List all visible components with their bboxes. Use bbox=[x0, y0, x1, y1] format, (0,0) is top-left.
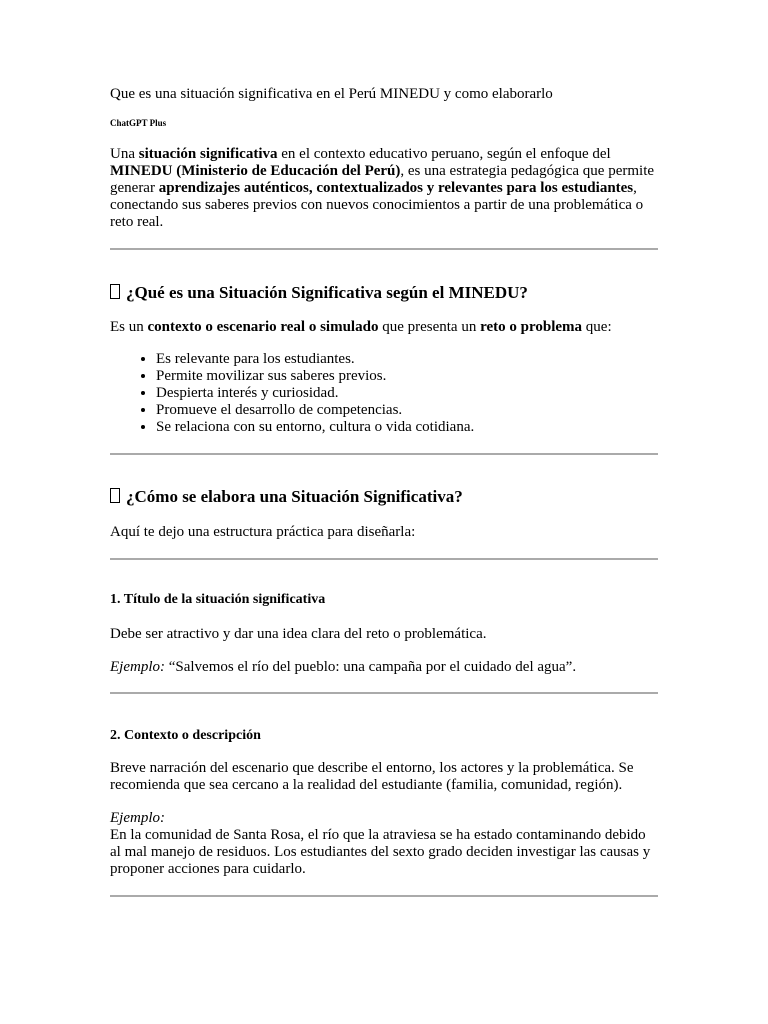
step1-example bbox=[110, 659, 658, 676]
section1-lead-text-2: que presenta un bbox=[378, 319, 481, 335]
section2-heading-text: ¿Cómo se elabora una Situación Significativa? bbox=[126, 487, 463, 506]
step1-heading: 1. Título de la situación significativa bbox=[110, 592, 326, 607]
section1-lead-bold-2: reto o problema bbox=[480, 319, 583, 335]
divider-5 bbox=[110, 895, 658, 897]
intro-text-1: Una bbox=[110, 146, 139, 162]
step2-example-text: En la comunidad de Santa Rosa, el río que la atraviesa se ha estado contaminando debido al mal manejo de residuos. Los estudiantes del sexto grado deciden investigar las causas y proponer acciones para cuidarlo. bbox=[110, 827, 651, 877]
divider-4 bbox=[110, 692, 658, 694]
step2-example-label: Ejemplo: bbox=[110, 810, 165, 826]
intro-bold-3: aprendizajes auténticos, contextualizados y relevantes para los estudiantes bbox=[158, 180, 634, 196]
step2-example bbox=[110, 810, 658, 878]
step2-text: Breve narración del escenario que describe el entorno, los actores y la problemática. Se recomienda que sea cercano a la realidad del estudiante (familia, comunidad, región). bbox=[110, 760, 634, 793]
list-item: • Se relaciona con su entorno, cultura o vida cotidiana. bbox=[156, 419, 658, 436]
intro-bold-1: situación significativa bbox=[138, 146, 278, 162]
section2-lead: Aquí te dejo una estructura práctica para diseñarla: bbox=[110, 524, 416, 540]
divider-1 bbox=[110, 248, 658, 250]
divider-3 bbox=[110, 558, 658, 560]
section1-bullet-list bbox=[110, 351, 658, 436]
document-content bbox=[110, 85, 658, 897]
missing-glyph-icon bbox=[110, 284, 120, 299]
intro-paragraph bbox=[110, 146, 658, 231]
list-item: • Es relevante para los estudiantes. bbox=[156, 351, 658, 368]
section1-heading-text: ¿Qué es una Situación Significativa según el MINEDU? bbox=[126, 283, 528, 302]
list-item: • Promueve el desarrollo de competencias. bbox=[156, 402, 658, 419]
section2-heading bbox=[110, 487, 658, 507]
divider-2 bbox=[110, 453, 658, 455]
step1-example-label: Ejemplo: bbox=[110, 659, 165, 675]
section1-lead-text-1: Es un bbox=[110, 319, 148, 335]
section1-lead bbox=[110, 319, 658, 336]
intro-text-3: , es una estrategia pedagógica que permite generar bbox=[110, 163, 655, 196]
section1-heading bbox=[110, 283, 658, 303]
step1-example-text: “Salvemos el río del pueblo: una campaña por el cuidado del agua”. bbox=[164, 659, 577, 675]
step1-text: Debe ser atractivo y dar una idea clara del reto o problemática. bbox=[110, 626, 487, 642]
step2-heading: 2. Contexto o descripción bbox=[110, 728, 261, 743]
section1-lead-bold-1: contexto o escenario real o simulado bbox=[147, 319, 379, 335]
missing-glyph-icon bbox=[110, 488, 120, 503]
list-item: • Despierta interés y curiosidad. bbox=[156, 385, 658, 402]
intro-bold-2: MINEDU (Ministerio de Educación del Perú) bbox=[110, 163, 401, 179]
list-item: • Permite movilizar sus saberes previos. bbox=[156, 368, 658, 385]
intro-text-4: , conectando sus saberes previos con nuevos conocimientos a partir de una problemática o reto real. bbox=[110, 180, 644, 230]
document-title: Que es una situación significativa en el Perú MINEDU y como elaborarlo bbox=[110, 86, 553, 102]
source-tag: ChatGPT Plus bbox=[110, 118, 167, 128]
intro-text-2: en el contexto educativo peruano, según el enfoque del bbox=[277, 146, 611, 162]
section1-lead-text-3: que: bbox=[582, 319, 612, 335]
